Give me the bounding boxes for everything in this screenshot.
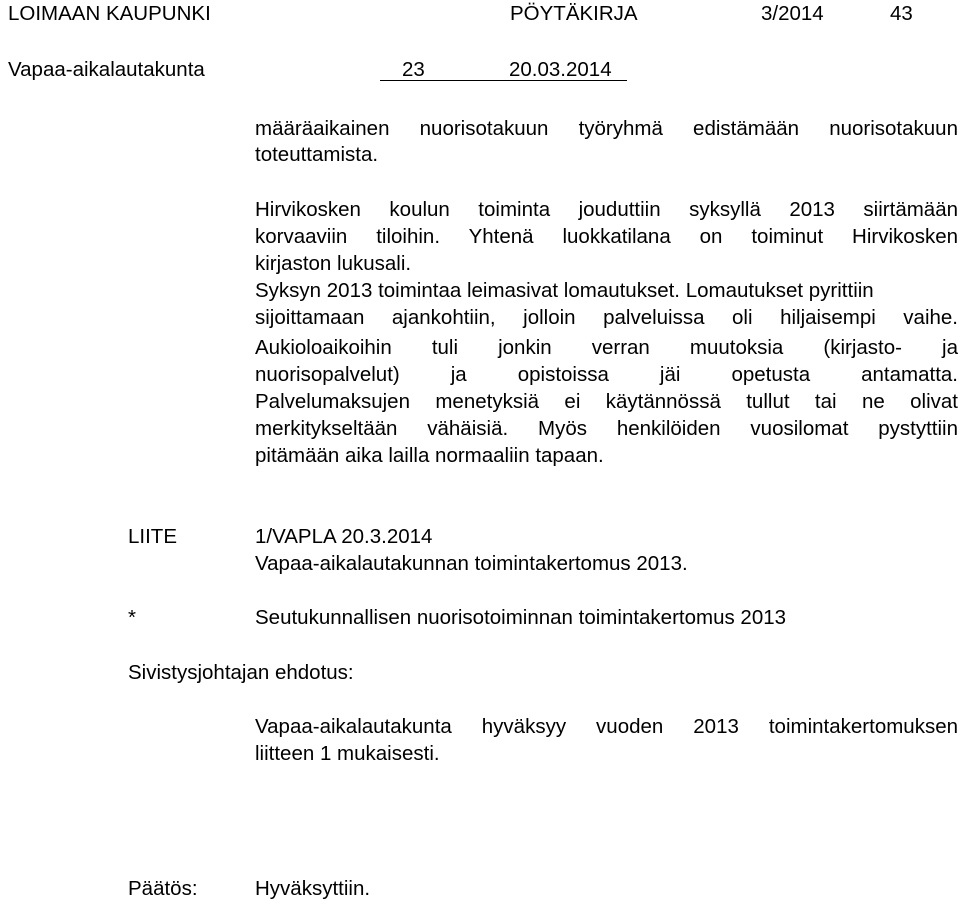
body-line: nuorisopalvelut) ja opistoissa jäi opetusta antamatta. — [255, 363, 958, 386]
body-line: Aukioloaikoihin tuli jonkin verran muutoksia (kirjasto- ja — [255, 336, 958, 359]
decision-text: Hyväksyttiin. — [255, 877, 371, 900]
section-number: 23 — [402, 58, 425, 81]
asterisk-marker: * — [128, 606, 136, 629]
body-line: Syksyn 2013 toimintaa leimasivat lomautukset. Lomautukset pyrittiin — [255, 279, 874, 302]
body-line: kirjaston lukusali. — [255, 252, 412, 275]
body-line: pitämään aika lailla normaaliin tapaan. — [255, 444, 604, 467]
header-underline — [380, 80, 627, 81]
proposal-line: liitteen 1 mukaisesti. — [255, 742, 440, 765]
body-line: Palvelumaksujen menetyksiä ei käytännössä tullut tai ne olivat — [255, 390, 958, 413]
issue-number: 3/2014 — [761, 2, 824, 25]
board-name: Vapaa-aikalautakunta — [8, 58, 205, 81]
attachment-title: Vapaa-aikalautakunnan toimintakertomus 2013. — [255, 552, 688, 575]
body-line: merkitykseltään vähäisiä. Myös henkilöiden vuosilomat pystyttiin — [255, 417, 958, 440]
proposal-label: Sivistysjohtajan ehdotus: — [128, 661, 354, 684]
body-line: määräaikainen nuorisotakuun työryhmä edistämään nuorisotakuun — [255, 117, 958, 140]
meeting-date: 20.03.2014 — [509, 58, 612, 81]
attachment-reference: 1/VAPLA 20.3.2014 — [255, 525, 433, 548]
body-line: korvaaviin tiloihin. Yhtenä luokkatilana on toiminut Hirvikosken — [255, 225, 958, 248]
body-line: sijoittamaan ajankohtiin, jolloin palveluissa oli hiljaisempi vaihe. — [255, 306, 958, 329]
organization-name: LOIMAAN KAUPUNKI — [8, 2, 211, 25]
body-line: toteuttamista. — [255, 143, 379, 166]
decision-label: Päätös: — [128, 877, 198, 900]
page-number: 43 — [890, 2, 913, 25]
document-type: PÖYTÄKIRJA — [510, 2, 638, 25]
body-line: Hirvikosken koulun toiminta jouduttiin syksyllä 2013 siirtämään — [255, 198, 958, 221]
attachment-label: LIITE — [128, 525, 177, 548]
extra-item-text: Seutukunnallisen nuorisotoiminnan toimintakertomus 2013 — [255, 606, 787, 629]
proposal-line: Vapaa-aikalautakunta hyväksyy vuoden 2013 toimintakertomuksen — [255, 715, 958, 738]
